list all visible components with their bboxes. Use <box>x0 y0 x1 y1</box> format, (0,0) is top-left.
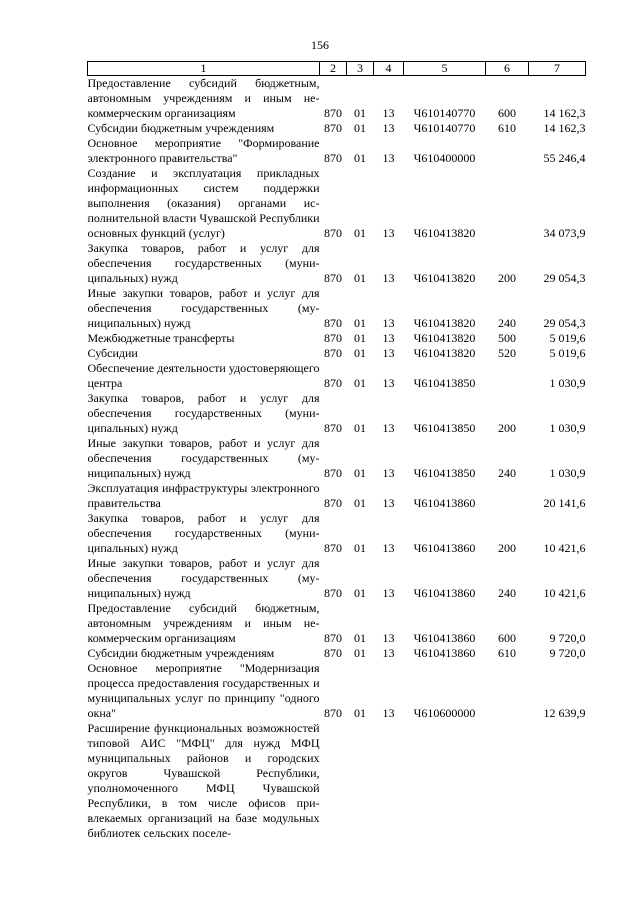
row-name: Обеспечение деятельности удостоверяющего центра <box>87 361 320 390</box>
row-target-article: Ч610413850 <box>413 421 476 435</box>
row-amount: 10 421,6 <box>543 586 586 600</box>
column-header-3: 3 <box>347 62 374 76</box>
row-section-code: 01 <box>354 646 366 660</box>
row-name: Эксплуатация инфраструктуры электронного правительства <box>87 481 320 510</box>
row-ministry-code: 870 <box>324 631 342 645</box>
row-amount: 29 054,3 <box>543 271 586 285</box>
row-expense-type: 240 <box>498 466 516 480</box>
row-ministry-code: 870 <box>324 106 342 120</box>
row-target-article: Ч610413850 <box>413 466 476 480</box>
row-expense-type <box>486 166 529 241</box>
row-name: Предоставление субсидий бюджетным, автономным учреждениям и иным некоммерческим организациям <box>87 601 320 645</box>
row-target-article: Ч610413860 <box>413 586 476 600</box>
row-subsection-code: 13 <box>382 331 395 345</box>
row-target-article: Ч610413820 <box>413 226 476 240</box>
row-ministry-code: 870 <box>324 121 342 135</box>
row-target-article: Ч610413820 <box>413 331 476 345</box>
row-ministry-code: 870 <box>324 466 342 480</box>
row-section-code: 01 <box>354 496 366 510</box>
row-subsection-code: 13 <box>382 541 395 555</box>
table-row <box>88 286 586 331</box>
table-row <box>88 556 586 601</box>
row-amount <box>529 721 586 841</box>
row-expense-type: 610 <box>498 121 516 135</box>
row-section-code <box>347 721 374 841</box>
row-section-code: 01 <box>354 331 366 345</box>
row-subsection-code: 13 <box>382 631 395 645</box>
row-section-code: 01 <box>354 541 366 555</box>
row-expense-type: 600 <box>498 631 516 645</box>
row-name: Расширение функциональных возможностей типовой АИС "МФЦ" для нужд МФЦ муниципальных районов и городских округов Чувашской Республики, уполномоченного МФЦ Чувашской Республики, в том числе офисов привлекаемых организаций на базе модульных библиотек сельских поселе- <box>87 721 320 840</box>
table-row <box>88 601 586 646</box>
column-header-7: 7 <box>529 62 586 76</box>
row-expense-type: 600 <box>498 106 516 120</box>
row-name: Основное мероприятие "Модернизация процесса предоставления государственных и муниципальных услуг по принципу "одного окна" <box>87 661 320 720</box>
row-amount: 14 162,3 <box>543 121 586 135</box>
row-expense-type <box>486 661 529 721</box>
row-name: Межбюджетные трансферты <box>87 331 235 345</box>
row-amount: 5 019,6 <box>549 346 586 360</box>
page-number: 156 <box>311 38 329 52</box>
row-amount: 9 720,0 <box>549 646 586 660</box>
row-expense-type: 610 <box>498 646 516 660</box>
row-name: Субсидии бюджетным учреждениям <box>87 646 275 660</box>
row-section-code: 01 <box>354 421 366 435</box>
table-row <box>88 391 586 436</box>
column-header-4: 4 <box>374 62 404 76</box>
row-target-article <box>404 721 486 841</box>
table-row <box>88 136 586 166</box>
row-subsection-code: 13 <box>382 376 395 390</box>
row-amount: 1 030,9 <box>549 421 586 435</box>
table-row <box>88 241 586 286</box>
row-section-code: 01 <box>354 151 366 165</box>
row-subsection-code: 13 <box>382 151 395 165</box>
row-ministry-code: 870 <box>324 226 342 240</box>
row-section-code: 01 <box>354 376 366 390</box>
row-expense-type: 500 <box>498 331 516 345</box>
row-section-code: 01 <box>354 121 366 135</box>
row-ministry-code: 870 <box>324 346 342 360</box>
row-subsection-code: 13 <box>382 316 395 330</box>
table-row <box>88 76 586 122</box>
row-section-code: 01 <box>354 706 366 720</box>
table-row <box>88 331 586 346</box>
row-expense-type: 240 <box>498 316 516 330</box>
row-name: Закупка товаров, работ и услуг для обеспечения государственных (муниципальных) нужд <box>87 511 320 555</box>
row-name: Субсидии бюджетным учреждениям <box>87 121 275 135</box>
row-target-article: Ч610140770 <box>413 106 476 120</box>
row-subsection-code: 13 <box>382 421 395 435</box>
row-amount: 29 054,3 <box>543 316 586 330</box>
table-row <box>88 436 586 481</box>
row-expense-type <box>486 481 529 511</box>
row-target-article: Ч610413820 <box>413 316 476 330</box>
table-row <box>88 481 586 511</box>
row-ministry-code <box>320 721 347 841</box>
row-target-article: Ч610140770 <box>413 121 476 135</box>
row-ministry-code: 870 <box>324 421 342 435</box>
row-target-article: Ч610413860 <box>413 646 476 660</box>
column-header-6: 6 <box>486 62 529 76</box>
row-section-code: 01 <box>354 271 366 285</box>
row-subsection-code: 13 <box>382 496 395 510</box>
row-subsection-code: 13 <box>382 271 395 285</box>
row-ministry-code: 870 <box>324 151 342 165</box>
row-amount: 5 019,6 <box>549 331 586 345</box>
row-subsection-code: 13 <box>382 346 395 360</box>
row-name: Иные закупки товаров, работ и услуг для обеспечения государственных (муниципальных) нужд <box>87 436 320 480</box>
row-amount: 34 073,9 <box>543 226 586 240</box>
table-row <box>88 166 586 241</box>
row-subsection-code: 13 <box>382 706 395 720</box>
table-row <box>88 121 586 136</box>
row-expense-type: 520 <box>498 346 516 360</box>
row-expense-type <box>486 361 529 391</box>
row-expense-type <box>486 136 529 166</box>
row-amount: 9 720,0 <box>549 631 586 645</box>
row-ministry-code: 870 <box>324 496 342 510</box>
row-ministry-code: 870 <box>324 316 342 330</box>
table-body <box>88 76 586 842</box>
row-target-article: Ч610413860 <box>413 496 476 510</box>
row-ministry-code: 870 <box>324 706 342 720</box>
row-name: Субсидии <box>87 346 138 360</box>
row-ministry-code: 870 <box>324 331 342 345</box>
row-name: Иные закупки товаров, работ и услуг для обеспечения государственных (муниципальных) нужд <box>87 556 320 600</box>
row-section-code: 01 <box>354 316 366 330</box>
row-ministry-code: 870 <box>324 646 342 660</box>
row-amount: 10 421,6 <box>543 541 586 555</box>
table-row <box>88 646 586 661</box>
row-expense-type: 200 <box>498 541 516 555</box>
row-subsection-code: 13 <box>382 586 395 600</box>
row-name: Закупка товаров, работ и услуг для обеспечения государственных (муниципальных) нужд <box>87 241 320 285</box>
row-name: Иные закупки товаров, работ и услуг для обеспечения государственных (муниципальных) нужд <box>87 286 320 330</box>
row-amount: 20 141,6 <box>543 496 586 510</box>
row-expense-type: 200 <box>498 421 516 435</box>
row-section-code: 01 <box>354 586 366 600</box>
row-section-code: 01 <box>354 466 366 480</box>
column-header-5: 5 <box>404 62 486 76</box>
row-subsection-code: 13 <box>382 226 395 240</box>
row-amount: 12 639,9 <box>543 706 586 720</box>
row-expense-type: 200 <box>498 271 516 285</box>
row-subsection-code: 13 <box>382 646 395 660</box>
table-header <box>88 62 586 76</box>
row-section-code: 01 <box>354 106 366 120</box>
row-name: Закупка товаров, работ и услуг для обеспечения государственных (муниципальных) нужд <box>87 391 320 435</box>
column-header-2: 2 <box>320 62 347 76</box>
table-row <box>88 361 586 391</box>
row-expense-type: 240 <box>498 586 516 600</box>
row-amount: 1 030,9 <box>549 376 586 390</box>
table-row <box>88 346 586 361</box>
row-target-article: Ч610413820 <box>413 271 476 285</box>
table-row <box>88 661 586 721</box>
row-subsection-code: 13 <box>382 466 395 480</box>
row-target-article: Ч610600000 <box>413 706 476 720</box>
row-ministry-code: 870 <box>324 271 342 285</box>
row-name: Предоставление субсидий бюджетным, автономным учреждениям и иным некоммерческим организациям <box>87 76 320 120</box>
row-ministry-code: 870 <box>324 586 342 600</box>
row-target-article: Ч610413820 <box>413 346 476 360</box>
row-ministry-code: 870 <box>324 376 342 390</box>
table-row <box>88 721 586 841</box>
row-name: Создание и эксплуатация прикладных информационных систем поддержки выполнения (оказания) органами исполнительной власти Чувашской Республики основных функций (услуг) <box>87 166 320 240</box>
row-section-code: 01 <box>354 346 366 360</box>
row-subsection-code: 13 <box>382 121 395 135</box>
row-section-code: 01 <box>354 226 366 240</box>
row-target-article: Ч610413860 <box>413 541 476 555</box>
row-amount: 1 030,9 <box>549 466 586 480</box>
row-section-code: 01 <box>354 631 366 645</box>
row-expense-type <box>486 721 529 841</box>
row-subsection-code: 13 <box>382 106 395 120</box>
row-ministry-code: 870 <box>324 541 342 555</box>
budget-table <box>87 61 586 841</box>
row-target-article: Ч610400000 <box>413 151 476 165</box>
row-target-article: Ч610413860 <box>413 631 476 645</box>
column-header-1: 1 <box>88 62 320 76</box>
row-amount: 55 246,4 <box>543 151 586 165</box>
row-target-article: Ч610413850 <box>413 376 476 390</box>
row-amount: 14 162,3 <box>543 106 586 120</box>
table-row <box>88 511 586 556</box>
row-subsection-code <box>374 721 404 841</box>
row-name: Основное мероприятие "Формирование электронного правительства" <box>87 136 320 165</box>
